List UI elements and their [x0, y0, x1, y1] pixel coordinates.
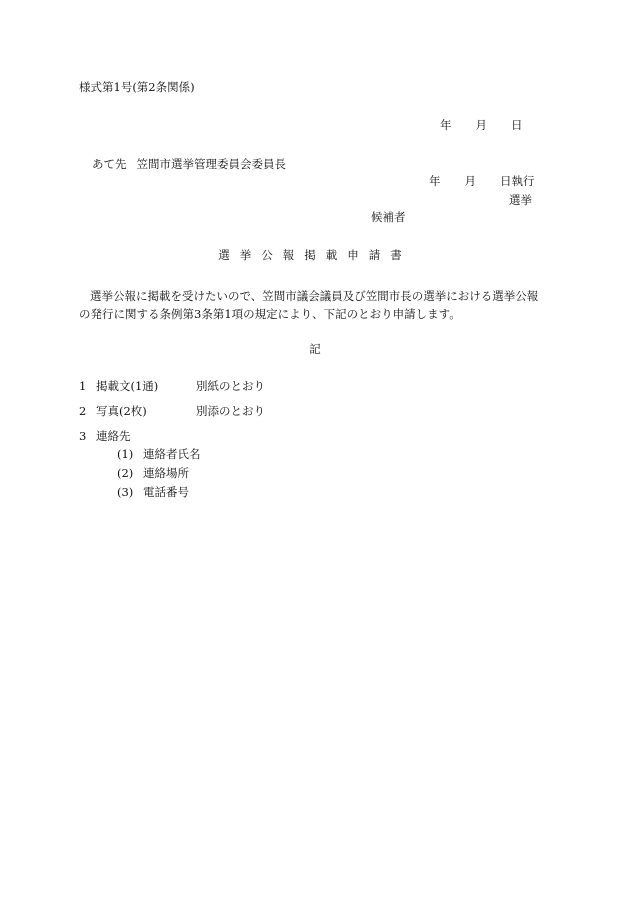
- election-label: 選挙: [509, 193, 532, 207]
- item-number: 1: [79, 379, 87, 393]
- body-text: [79, 287, 549, 323]
- item-label: 掲載文(1通): [96, 379, 159, 393]
- contact-item: [117, 486, 189, 500]
- addressee-name: 笠間市選挙管理委員会委員長: [136, 157, 286, 171]
- list-item: [79, 405, 265, 419]
- item-number: 2: [79, 404, 87, 418]
- date-day: 日: [511, 118, 523, 132]
- date-year: 年: [440, 118, 452, 132]
- contact-item: [117, 448, 201, 462]
- form-number: 様式第1号(第2条関係): [79, 80, 195, 94]
- contact-item-number: (3): [117, 485, 134, 499]
- contact-item-number: (1): [117, 447, 134, 461]
- item-value: 別紙のとおり: [196, 379, 265, 393]
- election-date: [429, 175, 535, 189]
- contact-item-label: 連絡場所: [143, 466, 189, 480]
- ki-heading: 記: [309, 342, 321, 356]
- document-title: 選挙公報掲載申請書: [218, 248, 412, 262]
- addressee: [92, 158, 286, 172]
- election-date-month: 月: [464, 174, 476, 188]
- contact-item-number: (2): [117, 466, 134, 480]
- contact-item: [117, 467, 189, 481]
- addressee-label: あて先: [92, 157, 127, 171]
- list-item: [79, 380, 265, 394]
- application-date: [440, 119, 523, 133]
- item-number: 3: [79, 429, 87, 443]
- item-label: 連絡先: [96, 429, 131, 443]
- contact-item-label: 連絡者氏名: [143, 447, 201, 461]
- election-date-day: 日執行: [500, 174, 535, 188]
- body-paragraph: 選挙公報に掲載を受けたいので、笠間市議会議員及び笠間市長の選挙における選挙公報の発行に関する条例第3条第1項の規定により、下記のとおり申請します。: [79, 289, 539, 321]
- list-item: [79, 430, 131, 444]
- candidate-label: 候補者: [371, 210, 406, 224]
- item-label: 写真(2枚): [96, 404, 147, 418]
- election-date-year: 年: [429, 174, 441, 188]
- contact-item-label: 電話番号: [143, 485, 189, 499]
- date-month: 月: [475, 118, 487, 132]
- item-value: 別添のとおり: [196, 404, 265, 418]
